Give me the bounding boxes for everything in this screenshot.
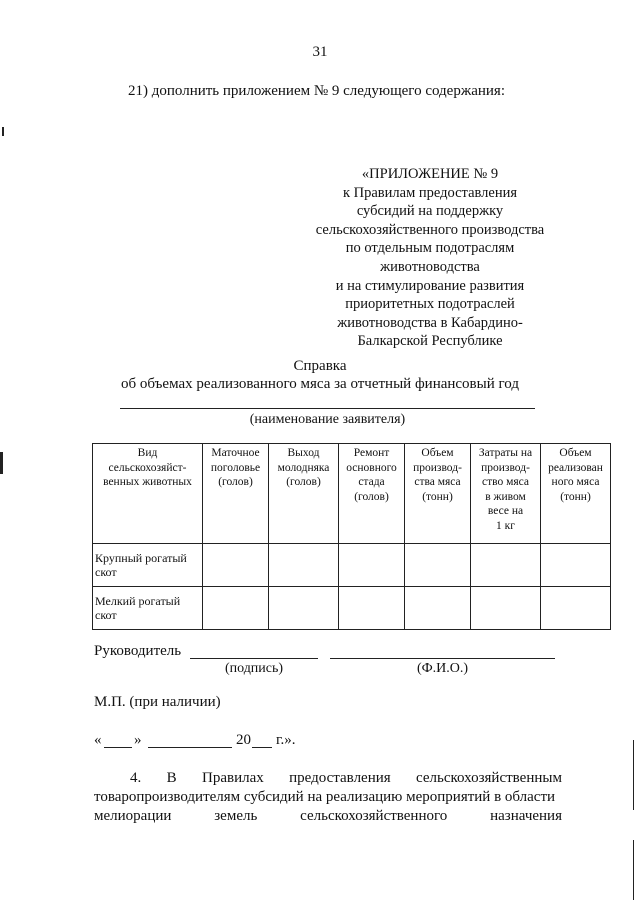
table-cell	[203, 587, 269, 630]
amendment-intro: 21) дополнить приложением № 9 следующего содержания:	[128, 83, 505, 99]
header-line: реализован	[548, 461, 603, 474]
item4-word: назначения	[490, 808, 562, 824]
appendix-line: животноводства в Кабардино-	[337, 314, 523, 331]
header-line: Ремонт	[353, 447, 390, 459]
header-line: в живом	[485, 490, 526, 503]
date-open-quote: «	[94, 732, 102, 748]
appendix-line: сельскохозяйственного производства	[315, 221, 545, 238]
header-line: Выход	[287, 447, 320, 459]
name-caption: (Ф.И.О.)	[416, 661, 469, 676]
table-cell	[339, 587, 405, 630]
header-production-cost	[471, 444, 541, 544]
header-line: поголовье	[210, 461, 261, 474]
scan-artifact	[633, 740, 634, 810]
row-label-cattle: Крупный рогатый скот	[93, 544, 203, 587]
year-blank	[252, 747, 272, 748]
header-line: (голов)	[286, 476, 321, 488]
table-cell	[269, 544, 339, 587]
spravka-title: Справка	[293, 358, 347, 374]
applicant-caption: (наименование заявителя)	[249, 412, 406, 427]
signature-caption: (подпись)	[224, 661, 284, 676]
appendix-line: животноводства	[380, 258, 480, 275]
page-number: 31	[312, 44, 328, 60]
item4-line2: товаропроизводителям субсидий на реализацию мероприятий в области	[94, 789, 556, 805]
appendix-line: к Правилам предоставления	[342, 184, 518, 201]
year-suffix: г.».	[276, 732, 296, 748]
applicant-name-line	[120, 408, 535, 409]
signature-label: Руководитель	[94, 643, 182, 659]
item4-word: сельскохозяйственным	[416, 770, 562, 786]
spravka-subtitle: об объемах реализованного мяса за отчетный финансовый год	[121, 376, 519, 392]
scan-artifact	[633, 840, 634, 900]
appendix-line: и на стимулирование развития	[335, 277, 525, 294]
name-line	[330, 658, 555, 659]
table-cell	[405, 587, 471, 630]
header-line: весе на	[487, 505, 524, 517]
signature-line	[190, 658, 318, 659]
header-line: Вид	[137, 447, 158, 459]
header-meat-production	[405, 444, 471, 544]
table-row	[93, 544, 611, 587]
stamp-note: М.П. (при наличии)	[94, 694, 221, 710]
table-cell	[471, 587, 541, 630]
header-line: Маточное	[211, 447, 260, 459]
item4-word: сельскохозяйственного	[300, 808, 448, 824]
table-header-row	[93, 444, 611, 544]
meat-volume-table	[92, 443, 611, 630]
table-cell	[269, 587, 339, 630]
item4-word: В	[166, 770, 177, 786]
scan-artifact	[2, 127, 4, 136]
header-line: 1 кг	[496, 519, 515, 532]
appendix-header	[300, 165, 560, 351]
header-line: ного мяса	[551, 476, 600, 488]
header-line: Затраты на	[478, 447, 533, 459]
appendix-line: приоритетных подотраслей	[345, 296, 515, 313]
header-line: основного	[346, 461, 397, 474]
header-breeding-stock	[203, 444, 269, 544]
header-line: сельскохозяйст-	[108, 461, 187, 474]
item4-word: земель	[214, 808, 258, 824]
header-herd-replacement	[339, 444, 405, 544]
item4-word: 4.	[130, 770, 142, 786]
table-row	[93, 587, 611, 630]
table-cell	[339, 544, 405, 587]
item4-word: Правилах	[202, 770, 264, 786]
appendix-line: «ПРИЛОЖЕНИЕ № 9	[361, 166, 499, 182]
header-line: (голов)	[354, 490, 389, 503]
header-line: стада	[358, 476, 385, 488]
header-line: (тонн)	[422, 490, 453, 503]
item4-line3	[94, 808, 562, 825]
year-prefix: 20	[236, 732, 251, 748]
scan-artifact	[0, 452, 3, 474]
date-line	[94, 732, 314, 752]
header-young-yield	[269, 444, 339, 544]
header-line: венных животных	[103, 476, 192, 488]
table-cell	[203, 544, 269, 587]
header-animal-type	[93, 444, 203, 544]
header-line: производ-	[481, 461, 530, 474]
header-line: ство мяса	[481, 476, 530, 488]
item4-word: мелиорации	[94, 808, 172, 824]
appendix-line: по отдельным подотраслям	[345, 240, 515, 257]
table-cell	[541, 587, 611, 630]
header-line: ства мяса	[414, 476, 461, 488]
table-cell	[541, 544, 611, 587]
header-line: Объем	[559, 447, 592, 459]
day-blank	[104, 747, 132, 748]
appendix-line: субсидий на поддержку	[356, 203, 504, 220]
item4-line1	[130, 770, 562, 787]
header-line: (тонн)	[560, 490, 591, 503]
month-blank	[148, 747, 232, 748]
header-line: Объем	[421, 447, 454, 459]
date-close-quote: »	[134, 732, 142, 748]
table-cell	[471, 544, 541, 587]
table-cell	[405, 544, 471, 587]
header-line: производ-	[413, 461, 462, 474]
header-line: (голов)	[218, 476, 253, 488]
row-label-small-cattle: Мелкий рогатый скот	[93, 587, 203, 630]
item4-word: предоставления	[289, 770, 391, 786]
header-meat-sold	[541, 444, 611, 544]
header-line: молодняка	[277, 461, 330, 474]
appendix-line: Балкарской Республике	[357, 333, 503, 350]
